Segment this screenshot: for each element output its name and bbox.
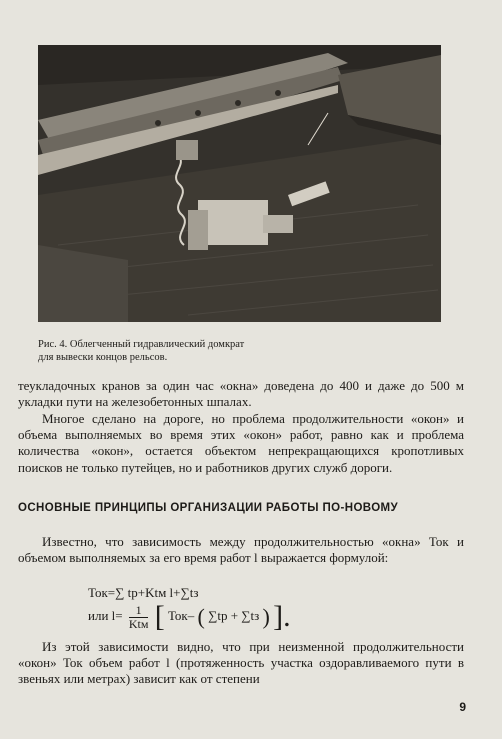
caption-line-1: Рис. 4. Облегченный гидравлический домкрат <box>38 339 245 350</box>
caption-line-2: для вывески концов рельсов. <box>38 352 168 363</box>
formula-2-inner-left: Ток– <box>167 607 195 623</box>
formula-2-prefix: или l= <box>88 607 123 623</box>
paragraph-1: теукладочных кранов за один час «окна» доведена до 400 и даже до 500 м укладки пути на железобетонных шпалах. <box>18 378 464 410</box>
right-paren: ) <box>262 604 270 629</box>
figure-caption <box>38 338 378 364</box>
fraction-numerator: 1 <box>129 604 149 618</box>
right-bracket: ]. <box>273 600 291 633</box>
formula-1: Ток=∑ tр+Ktм l+∑tз <box>88 585 199 600</box>
paragraph-3: Известно, что зависимость между продолжительностью «окна» Ток и объемом выполняемых за его время работ l выражается формулой: <box>18 534 464 566</box>
left-paren: ( <box>197 604 205 629</box>
paragraph-4: Из этой зависимости видно, что при неизменной продолжительности «окон» Ток объем работ l (протяженность участка оздоравливаемого пути в звеньях или метрах) зависит как от степени <box>18 639 464 687</box>
formula-2-inner-terms: ∑tр + ∑tз <box>208 607 260 623</box>
left-bracket: [ <box>154 600 165 633</box>
paragraph-2: Многое сделано на дороге, но проблема продолжительности «окон» и объема выполняемых во время этих «окон» работ, равно как и проблема количества «окон», остается объектом непрекращающихся кропотливых поисков не только путейцев, но и работников других служб дороги. <box>18 411 464 475</box>
section-heading: ОСНОВНЫЕ ПРИНЦИПЫ ОРГАНИЗАЦИИ РАБОТЫ ПО-НОВОМУ <box>18 502 399 514</box>
hydraulic-jack-illustration <box>38 45 441 322</box>
figure-photo <box>38 45 441 322</box>
fraction-denominator: Ktм <box>128 616 149 631</box>
page-number: 9 <box>459 700 466 714</box>
formula-2-fraction <box>129 604 149 631</box>
formula-2 <box>88 602 291 632</box>
